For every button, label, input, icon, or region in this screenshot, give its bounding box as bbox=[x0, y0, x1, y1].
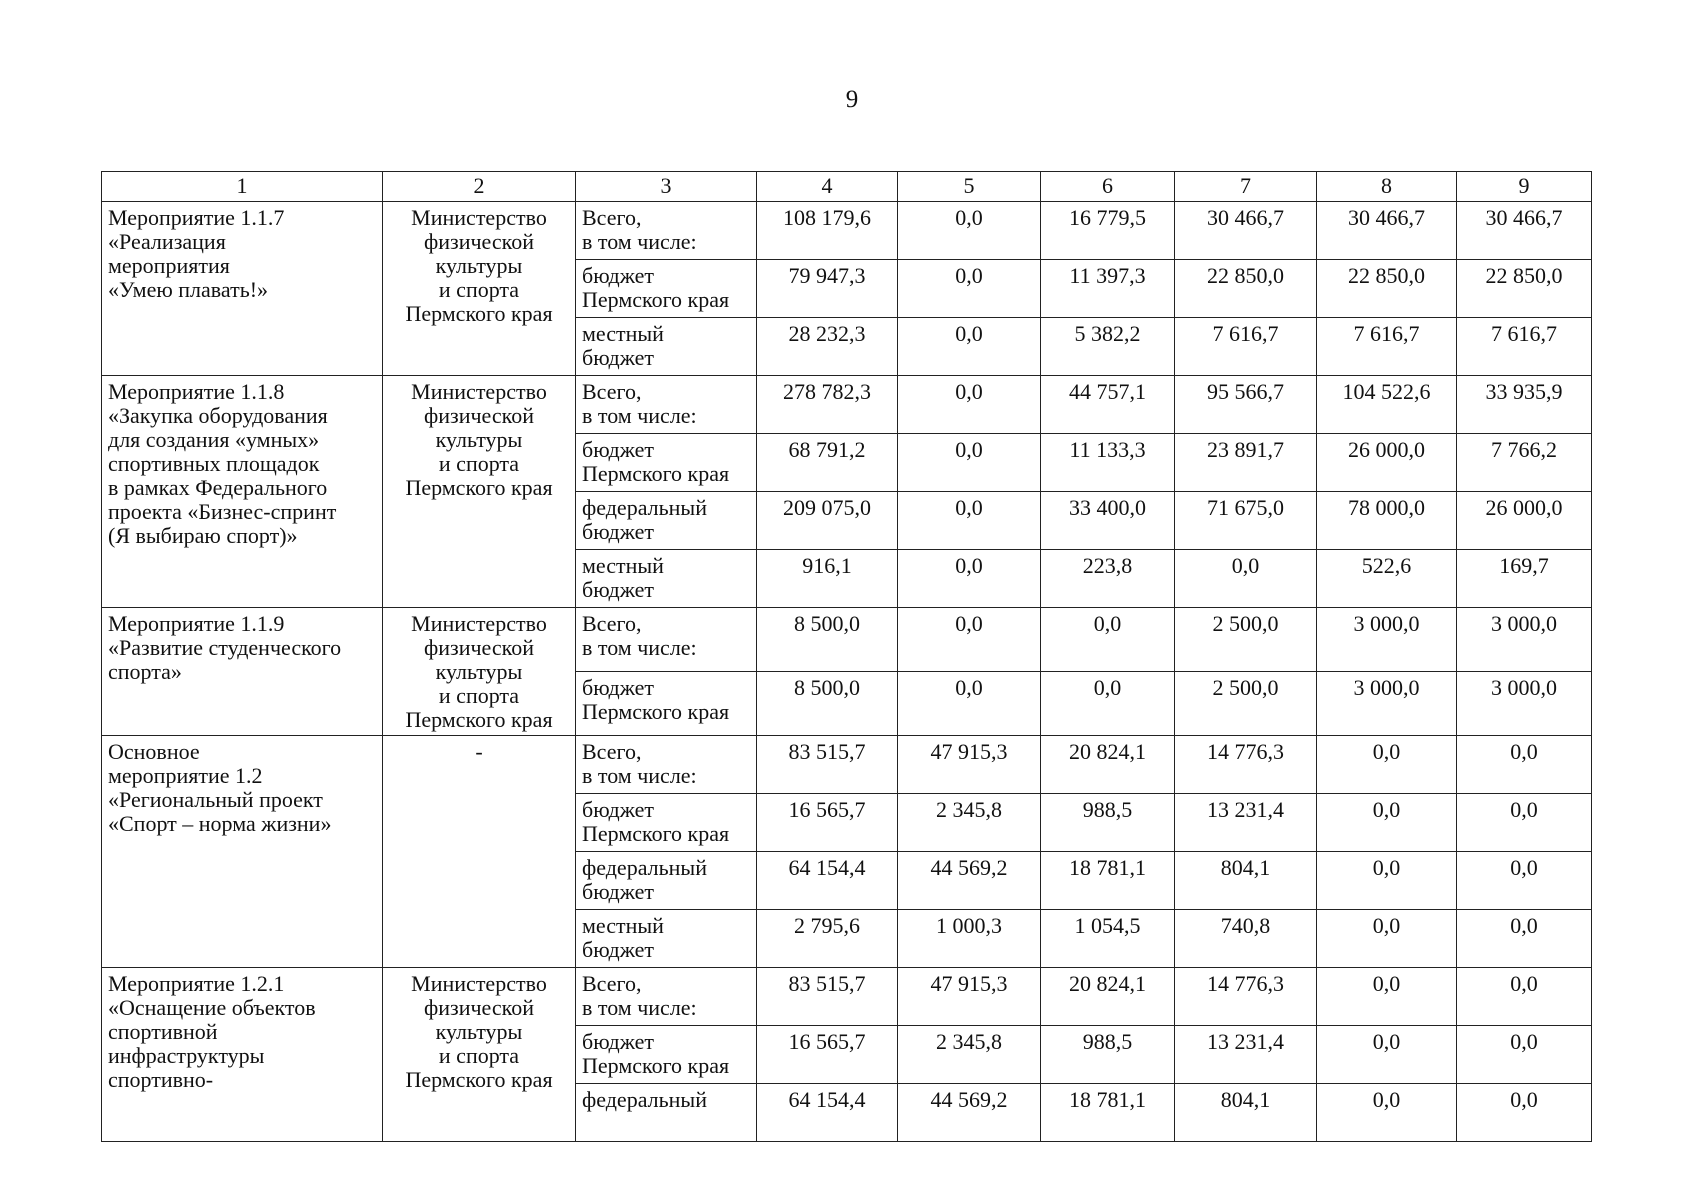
value-cell: 2 345,8 bbox=[898, 794, 1041, 852]
funding-source-line: в том числе: bbox=[582, 763, 697, 788]
activity-line: мероприятие 1.2 bbox=[108, 763, 263, 788]
funding-source-cell bbox=[576, 1084, 757, 1142]
column-header: 1 bbox=[102, 172, 383, 202]
value-cell: 30 466,7 bbox=[1457, 202, 1592, 260]
value-cell: 2 500,0 bbox=[1175, 608, 1317, 672]
table-body bbox=[102, 172, 1592, 1142]
value-cell: 5 382,2 bbox=[1041, 318, 1175, 376]
activity-cell bbox=[102, 608, 383, 736]
executor-cell bbox=[383, 202, 576, 376]
activity-cell bbox=[102, 376, 383, 608]
activity-cell bbox=[102, 736, 383, 968]
value-cell: 0,0 bbox=[1457, 910, 1592, 968]
value-cell: 11 397,3 bbox=[1041, 260, 1175, 318]
value-cell: 108 179,6 bbox=[757, 202, 898, 260]
value-cell: 0,0 bbox=[898, 318, 1041, 376]
column-header: 7 bbox=[1175, 172, 1317, 202]
value-cell: 33 935,9 bbox=[1457, 376, 1592, 434]
activity-line: Основное bbox=[108, 739, 200, 764]
activity-line: Мероприятие 1.1.9 bbox=[108, 611, 285, 636]
executor-cell bbox=[383, 968, 576, 1142]
value-cell: 0,0 bbox=[1457, 852, 1592, 910]
funding-source-line: бюджет bbox=[582, 437, 654, 462]
value-cell: 0,0 bbox=[1041, 672, 1175, 736]
value-cell: 522,6 bbox=[1317, 550, 1457, 608]
funding-source-line: Всего, bbox=[582, 205, 642, 230]
value-cell: 7 616,7 bbox=[1175, 318, 1317, 376]
value-cell: 0,0 bbox=[898, 608, 1041, 672]
value-cell: 1 000,3 bbox=[898, 910, 1041, 968]
activity-line: (Я выбираю спорт)» bbox=[108, 523, 298, 548]
value-cell: 28 232,3 bbox=[757, 318, 898, 376]
executor-line: и спорта bbox=[438, 451, 520, 476]
funding-source-line: бюджет bbox=[582, 879, 654, 904]
value-cell: 0,0 bbox=[1457, 968, 1592, 1026]
activity-line: «Оснащение объектов bbox=[108, 995, 316, 1020]
funding-source-line: федеральный bbox=[582, 495, 707, 520]
value-cell: 916,1 bbox=[757, 550, 898, 608]
value-cell: 0,0 bbox=[898, 492, 1041, 550]
executor-line: Министерство bbox=[411, 611, 547, 636]
funding-source-cell bbox=[576, 672, 757, 736]
value-cell: 13 231,4 bbox=[1175, 1026, 1317, 1084]
activity-cell bbox=[102, 968, 383, 1142]
executor-line: и спорта bbox=[438, 277, 520, 302]
executor-cell bbox=[383, 736, 576, 968]
activity-line: для создания «умных» bbox=[108, 427, 320, 452]
executor-line: Пермского края bbox=[405, 707, 553, 732]
funding-source-line: местный bbox=[582, 321, 664, 346]
value-cell: 7 766,2 bbox=[1457, 434, 1592, 492]
value-cell: 18 781,1 bbox=[1041, 852, 1175, 910]
value-cell: 26 000,0 bbox=[1317, 434, 1457, 492]
column-header: 6 bbox=[1041, 172, 1175, 202]
funding-source-line: бюджет bbox=[582, 675, 654, 700]
activity-line: Мероприятие 1.1.7 bbox=[108, 205, 285, 230]
funding-source-cell bbox=[576, 492, 757, 550]
value-cell: 104 522,6 bbox=[1317, 376, 1457, 434]
value-cell: 3 000,0 bbox=[1317, 608, 1457, 672]
funding-source-cell bbox=[576, 260, 757, 318]
value-cell: 22 850,0 bbox=[1457, 260, 1592, 318]
funding-source-cell bbox=[576, 968, 757, 1026]
funding-source-line: в том числе: bbox=[582, 229, 697, 254]
funding-source-line: Пермского края bbox=[582, 699, 730, 724]
executor-line: физической bbox=[424, 635, 534, 660]
value-cell: 3 000,0 bbox=[1457, 672, 1592, 736]
executor-line: физической bbox=[424, 229, 534, 254]
value-cell: 988,5 bbox=[1041, 794, 1175, 852]
value-cell: 2 345,8 bbox=[898, 1026, 1041, 1084]
value-cell: 71 675,0 bbox=[1175, 492, 1317, 550]
value-cell: 64 154,4 bbox=[757, 852, 898, 910]
funding-source-line: бюджет bbox=[582, 937, 654, 962]
activity-line: «Региональный проект bbox=[108, 787, 323, 812]
value-cell: 33 400,0 bbox=[1041, 492, 1175, 550]
executor-line: культуры bbox=[435, 1019, 523, 1044]
value-cell: 2 795,6 bbox=[757, 910, 898, 968]
executor-line: физической bbox=[424, 403, 534, 428]
table-row bbox=[102, 376, 1592, 434]
value-cell: 0,0 bbox=[898, 550, 1041, 608]
funding-source-line: бюджет bbox=[582, 519, 654, 544]
header-row bbox=[102, 172, 1592, 202]
funding-source-line: федеральный bbox=[582, 855, 707, 880]
value-cell: 13 231,4 bbox=[1175, 794, 1317, 852]
funding-source-line: Пермского края bbox=[582, 287, 730, 312]
value-cell: 95 566,7 bbox=[1175, 376, 1317, 434]
value-cell: 0,0 bbox=[1317, 910, 1457, 968]
funding-source-line: в том числе: bbox=[582, 995, 697, 1020]
value-cell: 0,0 bbox=[1317, 1084, 1457, 1142]
executor-line: и спорта bbox=[438, 683, 520, 708]
funding-source-line: в том числе: bbox=[582, 635, 697, 660]
executor-line: и спорта bbox=[438, 1043, 520, 1068]
value-cell: 0,0 bbox=[898, 260, 1041, 318]
value-cell: 0,0 bbox=[898, 434, 1041, 492]
value-cell: 14 776,3 bbox=[1175, 968, 1317, 1026]
activity-line: мероприятия bbox=[108, 253, 230, 278]
value-cell: 16 565,7 bbox=[757, 1026, 898, 1084]
funding-source-cell bbox=[576, 434, 757, 492]
value-cell: 64 154,4 bbox=[757, 1084, 898, 1142]
value-cell: 68 791,2 bbox=[757, 434, 898, 492]
value-cell: 16 565,7 bbox=[757, 794, 898, 852]
activity-line: спорта» bbox=[108, 659, 182, 684]
activity-line: спортивной bbox=[108, 1019, 218, 1044]
funding-source-line: федеральный bbox=[582, 1087, 707, 1112]
executor-line: культуры bbox=[435, 427, 523, 452]
value-cell: 0,0 bbox=[898, 376, 1041, 434]
column-header: 5 bbox=[898, 172, 1041, 202]
value-cell: 0,0 bbox=[1317, 736, 1457, 794]
value-cell: 22 850,0 bbox=[1317, 260, 1457, 318]
funding-source-line: бюджет bbox=[582, 797, 654, 822]
value-cell: 83 515,7 bbox=[757, 736, 898, 794]
funding-source-line: Всего, bbox=[582, 971, 642, 996]
value-cell: 0,0 bbox=[1317, 968, 1457, 1026]
value-cell: 83 515,7 bbox=[757, 968, 898, 1026]
executor-line: культуры bbox=[435, 253, 523, 278]
activity-line: «Закупка оборудования bbox=[108, 403, 328, 428]
funding-source-cell bbox=[576, 608, 757, 672]
funding-source-line: бюджет bbox=[582, 577, 654, 602]
value-cell: 988,5 bbox=[1041, 1026, 1175, 1084]
executor-line: - bbox=[475, 739, 483, 764]
funding-source-line: местный bbox=[582, 553, 664, 578]
activity-line: проекта «Бизнес-спринт bbox=[108, 499, 337, 524]
value-cell: 0,0 bbox=[1457, 736, 1592, 794]
value-cell: 0,0 bbox=[1175, 550, 1317, 608]
table-row bbox=[102, 608, 1592, 672]
funding-source-cell bbox=[576, 550, 757, 608]
activity-line: «Реализация bbox=[108, 229, 226, 254]
table-row bbox=[102, 968, 1592, 1026]
value-cell: 44 569,2 bbox=[898, 852, 1041, 910]
value-cell: 8 500,0 bbox=[757, 608, 898, 672]
executor-cell bbox=[383, 376, 576, 608]
value-cell: 0,0 bbox=[1457, 1026, 1592, 1084]
executor-line: Пермского края bbox=[405, 475, 553, 500]
funding-source-cell bbox=[576, 318, 757, 376]
activity-line: спортивных площадок bbox=[108, 451, 320, 476]
value-cell: 3 000,0 bbox=[1317, 672, 1457, 736]
activity-line: «Развитие студенческого bbox=[108, 635, 342, 660]
value-cell: 3 000,0 bbox=[1457, 608, 1592, 672]
activity-line: инфраструктуры bbox=[108, 1043, 265, 1068]
table-row bbox=[102, 736, 1592, 794]
value-cell: 278 782,3 bbox=[757, 376, 898, 434]
page-number: 9 bbox=[845, 86, 859, 113]
value-cell: 20 824,1 bbox=[1041, 968, 1175, 1026]
value-cell: 0,0 bbox=[898, 202, 1041, 260]
activity-line: спортивно- bbox=[108, 1067, 214, 1092]
value-cell: 18 781,1 bbox=[1041, 1084, 1175, 1142]
executor-line: Министерство bbox=[411, 379, 547, 404]
value-cell: 0,0 bbox=[1041, 608, 1175, 672]
value-cell: 0,0 bbox=[1457, 1084, 1592, 1142]
value-cell: 23 891,7 bbox=[1175, 434, 1317, 492]
value-cell: 20 824,1 bbox=[1041, 736, 1175, 794]
value-cell: 0,0 bbox=[1317, 852, 1457, 910]
funding-source-line: Пермского края bbox=[582, 1053, 730, 1078]
table-row bbox=[102, 202, 1592, 260]
activity-line: Мероприятие 1.2.1 bbox=[108, 971, 285, 996]
funding-source-line: Всего, bbox=[582, 611, 642, 636]
activity-line: в рамках Федерального bbox=[108, 475, 328, 500]
executor-line: Министерство bbox=[411, 971, 547, 996]
value-cell: 79 947,3 bbox=[757, 260, 898, 318]
value-cell: 0,0 bbox=[1317, 1026, 1457, 1084]
activity-cell bbox=[102, 202, 383, 376]
funding-source-line: в том числе: bbox=[582, 403, 697, 428]
budget-table bbox=[101, 171, 1592, 1142]
funding-source-line: бюджет bbox=[582, 345, 654, 370]
activity-line: «Умею плавать!» bbox=[108, 277, 269, 302]
value-cell: 8 500,0 bbox=[757, 672, 898, 736]
value-cell: 16 779,5 bbox=[1041, 202, 1175, 260]
value-cell: 7 616,7 bbox=[1457, 318, 1592, 376]
column-header: 4 bbox=[757, 172, 898, 202]
activity-line: Мероприятие 1.1.8 bbox=[108, 379, 285, 404]
column-header: 8 bbox=[1317, 172, 1457, 202]
funding-source-line: Всего, bbox=[582, 739, 642, 764]
value-cell: 0,0 bbox=[898, 672, 1041, 736]
value-cell: 740,8 bbox=[1175, 910, 1317, 968]
funding-source-cell bbox=[576, 852, 757, 910]
activity-line: «Спорт – норма жизни» bbox=[108, 811, 332, 836]
value-cell: 30 466,7 bbox=[1317, 202, 1457, 260]
value-cell: 1 054,5 bbox=[1041, 910, 1175, 968]
value-cell: 47 915,3 bbox=[898, 968, 1041, 1026]
funding-source-cell bbox=[576, 202, 757, 260]
column-header: 2 bbox=[383, 172, 576, 202]
funding-source-line: бюджет bbox=[582, 1029, 654, 1054]
executor-line: культуры bbox=[435, 659, 523, 684]
value-cell: 223,8 bbox=[1041, 550, 1175, 608]
executor-line: Пермского края bbox=[405, 301, 553, 326]
funding-source-line: Пермского края bbox=[582, 461, 730, 486]
funding-source-line: местный bbox=[582, 913, 664, 938]
value-cell: 209 075,0 bbox=[757, 492, 898, 550]
value-cell: 169,7 bbox=[1457, 550, 1592, 608]
value-cell: 0,0 bbox=[1317, 794, 1457, 852]
value-cell: 30 466,7 bbox=[1175, 202, 1317, 260]
value-cell: 22 850,0 bbox=[1175, 260, 1317, 318]
executor-line: Пермского края bbox=[405, 1067, 553, 1092]
value-cell: 78 000,0 bbox=[1317, 492, 1457, 550]
value-cell: 0,0 bbox=[1457, 794, 1592, 852]
value-cell: 804,1 bbox=[1175, 852, 1317, 910]
funding-source-line: Всего, bbox=[582, 379, 642, 404]
value-cell: 44 569,2 bbox=[898, 1084, 1041, 1142]
executor-cell bbox=[383, 608, 576, 736]
funding-source-line: бюджет bbox=[582, 263, 654, 288]
value-cell: 2 500,0 bbox=[1175, 672, 1317, 736]
value-cell: 7 616,7 bbox=[1317, 318, 1457, 376]
funding-source-line: Пермского края bbox=[582, 821, 730, 846]
funding-source-cell bbox=[576, 794, 757, 852]
funding-source-cell bbox=[576, 736, 757, 794]
funding-source-cell bbox=[576, 910, 757, 968]
executor-line: Министерство bbox=[411, 205, 547, 230]
column-header: 9 bbox=[1457, 172, 1592, 202]
funding-source-cell bbox=[576, 1026, 757, 1084]
value-cell: 14 776,3 bbox=[1175, 736, 1317, 794]
executor-line: физической bbox=[424, 995, 534, 1020]
value-cell: 11 133,3 bbox=[1041, 434, 1175, 492]
funding-source-cell bbox=[576, 376, 757, 434]
value-cell: 26 000,0 bbox=[1457, 492, 1592, 550]
column-header: 3 bbox=[576, 172, 757, 202]
value-cell: 44 757,1 bbox=[1041, 376, 1175, 434]
value-cell: 47 915,3 bbox=[898, 736, 1041, 794]
value-cell: 804,1 bbox=[1175, 1084, 1317, 1142]
